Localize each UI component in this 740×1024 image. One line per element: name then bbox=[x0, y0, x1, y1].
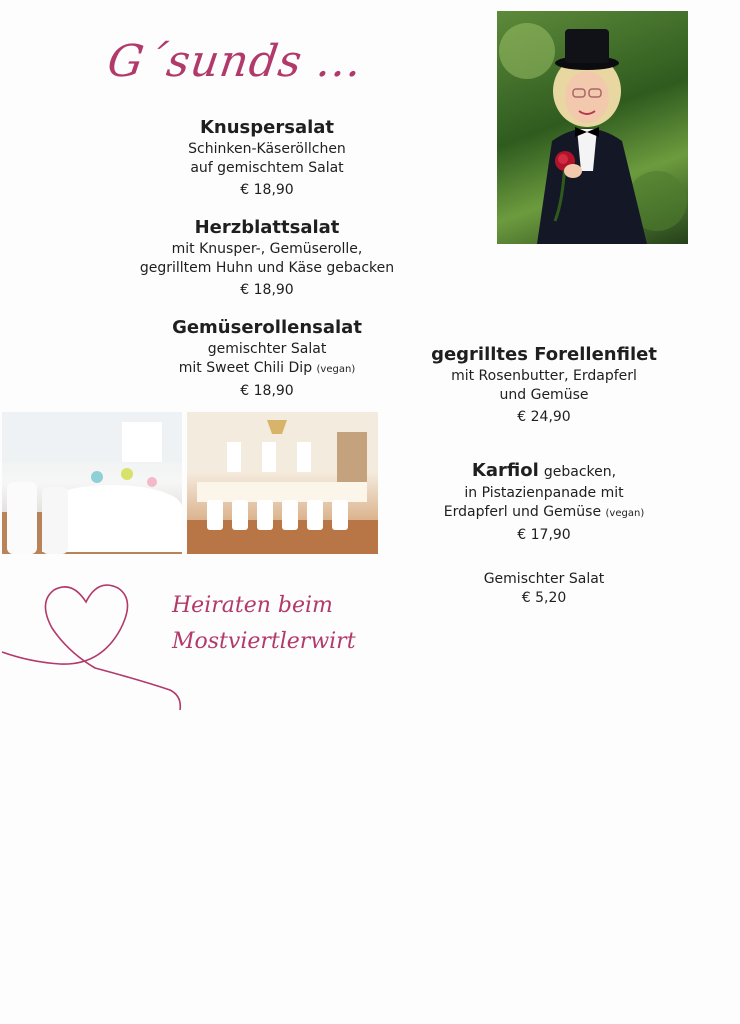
item-price: € 18,90 bbox=[240, 182, 294, 198]
item-desc: mit Sweet Chili Dip bbox=[178, 360, 313, 376]
portrait-photo bbox=[497, 11, 688, 244]
item-desc: auf gemischtem Salat bbox=[190, 160, 344, 176]
item-desc-line bbox=[130, 359, 404, 379]
item-desc: und Gemüse bbox=[499, 387, 589, 403]
wedding-line-1: Heiraten beim bbox=[172, 593, 333, 618]
item-desc: mit Rosenbutter, Erdapferl bbox=[451, 368, 637, 384]
menu-item-knuspersalat bbox=[130, 116, 404, 200]
item-desc: mit Knusper-, Gemüserolle, bbox=[171, 241, 363, 257]
item-desc: gegrilltem Huhn und Käse gebacken bbox=[139, 260, 395, 276]
item-name: Knuspersalat bbox=[199, 117, 335, 138]
vegan-note: (vegan) bbox=[605, 508, 645, 519]
vegan-note: (vegan) bbox=[316, 364, 356, 375]
menu-item-forellenfilet bbox=[424, 343, 664, 427]
item-desc: in Pistazienpanade mit bbox=[464, 485, 624, 501]
wedding-hall-photo-2 bbox=[187, 412, 378, 554]
menu-item-karfiol bbox=[424, 459, 664, 545]
wedding-line-2: Mostviertlerwirt bbox=[172, 629, 356, 654]
section-title: G´sunds ... bbox=[104, 36, 366, 87]
wedding-hall-photo-1 bbox=[2, 412, 182, 554]
menu-item-herzblattsalat bbox=[120, 216, 414, 300]
item-price: € 17,90 bbox=[517, 527, 571, 543]
wedding-slogan bbox=[172, 588, 356, 660]
item-name: Herzblattsalat bbox=[194, 217, 340, 238]
menu-item-gemischter-salat bbox=[444, 570, 644, 608]
item-name-suffix: gebacken, bbox=[543, 464, 617, 480]
item-name: Karfiol bbox=[471, 460, 539, 481]
item-name: Gemischter Salat bbox=[483, 571, 605, 587]
item-name: gegrilltes Forellenfilet bbox=[431, 344, 657, 365]
heart-icon bbox=[0, 580, 190, 710]
item-price: € 18,90 bbox=[240, 282, 294, 298]
item-price: € 18,90 bbox=[240, 383, 294, 399]
item-price: € 5,20 bbox=[521, 590, 567, 606]
menu-item-gemueserollensalat bbox=[130, 316, 404, 401]
item-name: Gemüserollensalat bbox=[172, 317, 362, 338]
item-desc: gemischter Salat bbox=[207, 341, 327, 357]
item-desc: Erdapferl und Gemüse bbox=[443, 504, 602, 520]
item-price: € 24,90 bbox=[517, 409, 571, 425]
item-desc: Schinken-Käseröllchen bbox=[188, 141, 346, 157]
